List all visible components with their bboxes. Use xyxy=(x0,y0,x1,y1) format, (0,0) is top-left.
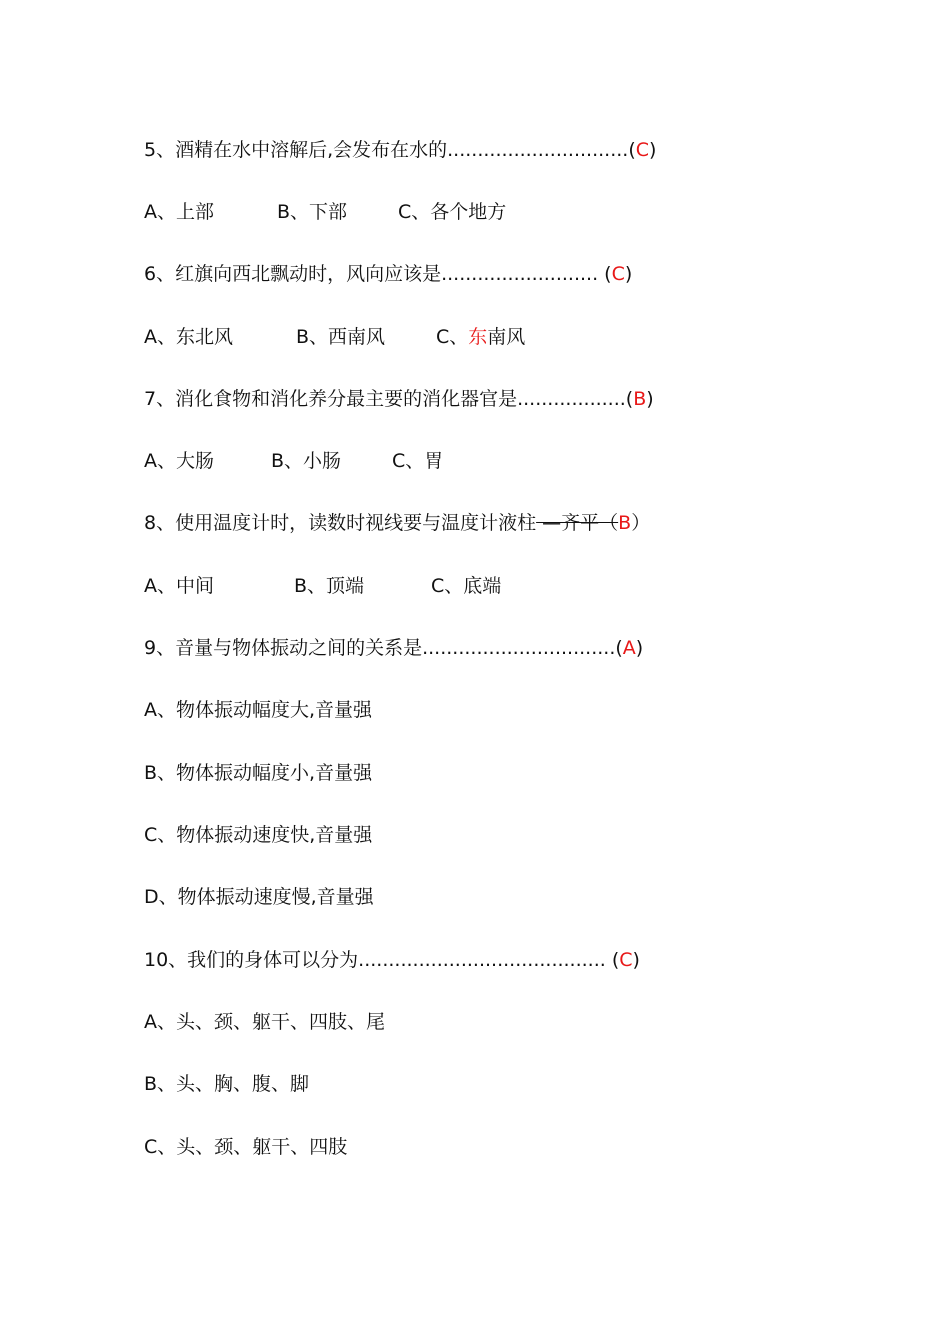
question-8-option-c: C、底端 xyxy=(431,575,502,597)
question-9-option-d: D、物体振动速度慢,音量强 xyxy=(144,886,374,908)
question-9-option-c: C、物体振动速度快,音量强 xyxy=(144,824,373,846)
question-5-stem: 5、酒精在水中溶解后,会发布在水的..............................( xyxy=(144,139,636,161)
question-6-option-c xyxy=(436,324,525,350)
question-5-option-b: B、下部 xyxy=(277,201,348,223)
question-9-close: ) xyxy=(635,637,644,659)
question-8-close: ） xyxy=(631,512,651,534)
question-9 xyxy=(144,635,643,661)
question-7 xyxy=(144,386,654,412)
question-9-stem: 9、音量与物体振动之间的关系是................................( xyxy=(144,637,623,659)
question-5-option-c: C、各个地方 xyxy=(398,201,507,223)
question-10 xyxy=(144,947,640,973)
question-8 xyxy=(144,510,650,536)
question-8-struck-text: —齐平（ xyxy=(536,512,619,534)
question-5-close: ) xyxy=(649,139,657,161)
question-8-option-a: A、中间 xyxy=(144,575,214,597)
question-7-close: ) xyxy=(646,388,654,410)
question-10-option-c: C、头、颈、躯干、四肢 xyxy=(144,1136,348,1158)
question-6-option-b: B、西南风 xyxy=(296,326,386,348)
question-8-stem: 8、使用温度计时，读数时视线要与温度计液柱 xyxy=(144,512,537,534)
question-10-answer: C xyxy=(619,949,633,971)
question-6-option-c-rest: 南风 xyxy=(487,326,526,348)
question-6-option-c-prefix: C、 xyxy=(436,326,469,348)
question-9-option-b: B、物体振动幅度小,音量强 xyxy=(144,762,373,784)
question-7-stem: 7、消化食物和消化养分最主要的消化器官是..................( xyxy=(144,388,634,410)
question-9-option-a: A、物体振动幅度大,音量强 xyxy=(144,699,373,721)
question-6-stem: 6、红旗向西北飘动时，风向应该是.......................... ( xyxy=(144,263,612,285)
question-6-close: ) xyxy=(624,263,633,285)
question-10-stem: 10、我们的身体可以分为......................................... ( xyxy=(144,949,620,971)
question-8-answer: B xyxy=(618,512,632,534)
question-5 xyxy=(144,137,656,163)
question-10-option-a: A、头、颈、躯干、四肢、尾 xyxy=(144,1011,385,1033)
question-5-option-a: A、上部 xyxy=(144,201,214,223)
question-9-answer: A xyxy=(622,637,636,659)
question-7-option-a: A、大肠 xyxy=(144,450,214,472)
question-7-option-b: B、小肠 xyxy=(271,450,342,472)
question-10-option-b: B、头、胸、腹、脚 xyxy=(144,1073,310,1095)
question-6-option-c-red: 东 xyxy=(468,326,488,348)
question-6 xyxy=(144,261,632,287)
question-6-option-a: A、东北风 xyxy=(144,326,233,348)
question-7-option-c: C、胃 xyxy=(392,450,444,472)
question-8-option-b: B、顶端 xyxy=(294,575,365,597)
question-10-close: ) xyxy=(632,949,640,971)
question-6-answer: C xyxy=(611,263,625,285)
question-7-answer: B xyxy=(633,388,647,410)
question-5-answer: C xyxy=(635,139,650,161)
